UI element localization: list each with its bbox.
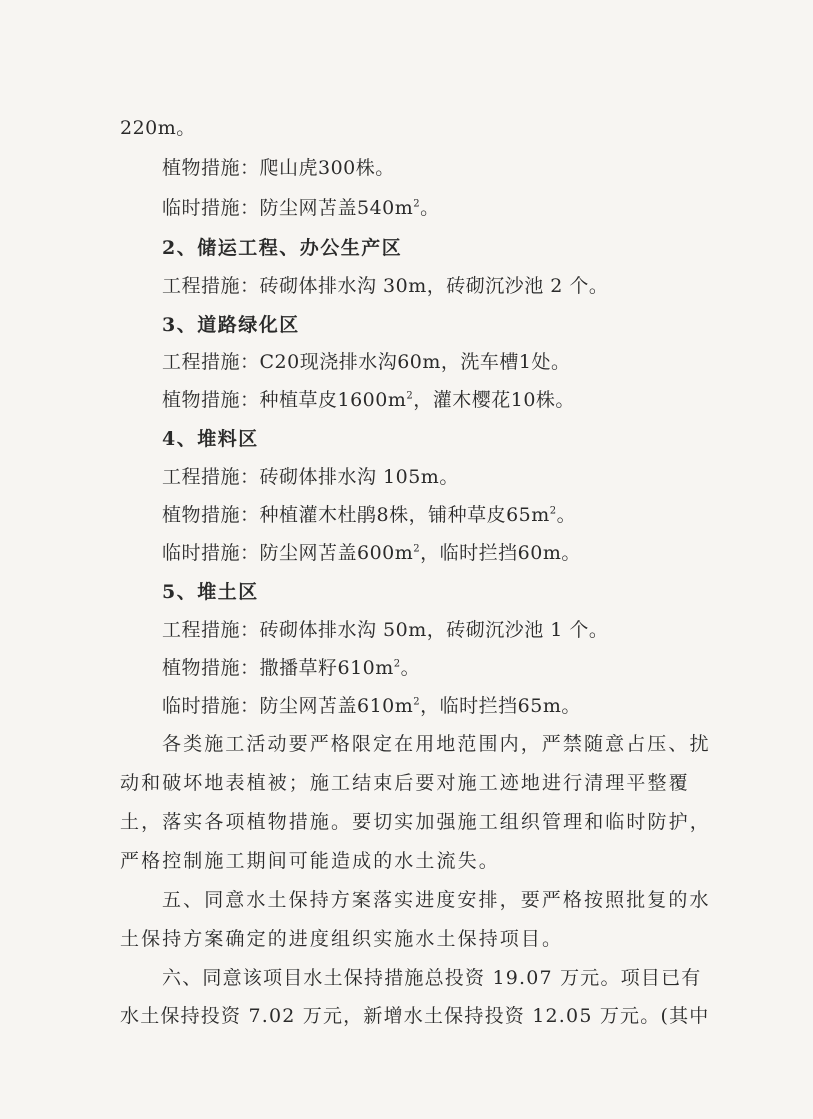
text-segment: 植物措施：种植草皮1600m	[162, 389, 407, 411]
section-heading: 2、储运工程、办公生产区	[162, 237, 403, 259]
text-line	[162, 656, 420, 680]
text-segment: 临时措施：防尘网苫盖600m	[162, 542, 414, 564]
section-heading: 4、堆料区	[162, 428, 259, 450]
text-segment: 。	[556, 504, 577, 526]
text-segment: ，临时拦挡65m。	[420, 695, 581, 717]
superscript: 2	[413, 696, 421, 708]
text-line: 工程措施：砖砌体排水沟 30m，砖砌沉沙池 2 个。	[162, 275, 609, 297]
text-segment: 。	[400, 657, 421, 679]
section-heading: 5、堆土区	[162, 581, 259, 603]
superscript: 2	[413, 198, 421, 210]
text-line: 工程措施：砖砌体排水沟 105m。	[162, 466, 459, 488]
text-segment: 。	[420, 197, 440, 219]
text-segment: 临时措施：防尘网苫盖610m	[162, 695, 414, 717]
text-segment: ，临时拦挡60m。	[420, 542, 581, 564]
text-line	[162, 196, 440, 220]
text-line: 220m。	[120, 117, 196, 139]
paragraph-line: 土保持方案确定的进度组织实施水土保持项目。	[120, 928, 564, 950]
text-line: 植物措施：爬山虎300株。	[162, 157, 395, 179]
text-line	[162, 388, 575, 412]
text-line	[162, 694, 581, 718]
text-line	[162, 541, 581, 565]
text-segment: ，灌木樱花10株。	[413, 389, 575, 411]
superscript: 2	[393, 658, 401, 670]
text-line: 工程措施：C20现浇排水沟60m，洗车槽1处。	[162, 351, 571, 373]
superscript: 2	[413, 543, 421, 555]
section-heading: 3、道路绿化区	[162, 314, 300, 336]
paragraph-line: 水土保持投资 7.02 万元，新增水土保持投资 12.05 万元。(其中	[120, 1005, 710, 1027]
superscript: 2	[549, 505, 557, 517]
text-segment: 植物措施：撒播草籽610m	[162, 657, 394, 679]
superscript: 2	[406, 390, 414, 402]
paragraph-line: 六、同意该项目水土保持措施总投资 19.07 万元。项目已有	[162, 967, 702, 989]
paragraph-line: 严格控制施工期间可能造成的水土流失。	[120, 850, 500, 872]
text-line: 工程措施：砖砌体排水沟 50m，砖砌沉沙池 1 个。	[162, 619, 609, 641]
text-segment: 植物措施：种植灌木杜鹃8株，铺种草皮65m	[162, 504, 550, 526]
text-line	[162, 503, 576, 527]
paragraph-line: 各类施工活动要严格限定在用地范围内，严禁随意占压、扰	[162, 733, 711, 755]
paragraph-line: 五、同意水土保持方案落实进度安排，要严格按照批复的水	[162, 889, 711, 911]
paragraph-line: 土，落实各项植物措施。要切实加强施工组织管理和临时防护，	[120, 811, 711, 833]
text-segment: 临时措施：防尘网苫盖540m	[162, 197, 414, 219]
paragraph-line: 动和破坏地表植被；施工结束后要对施工迹地进行清理平整覆	[120, 772, 690, 794]
